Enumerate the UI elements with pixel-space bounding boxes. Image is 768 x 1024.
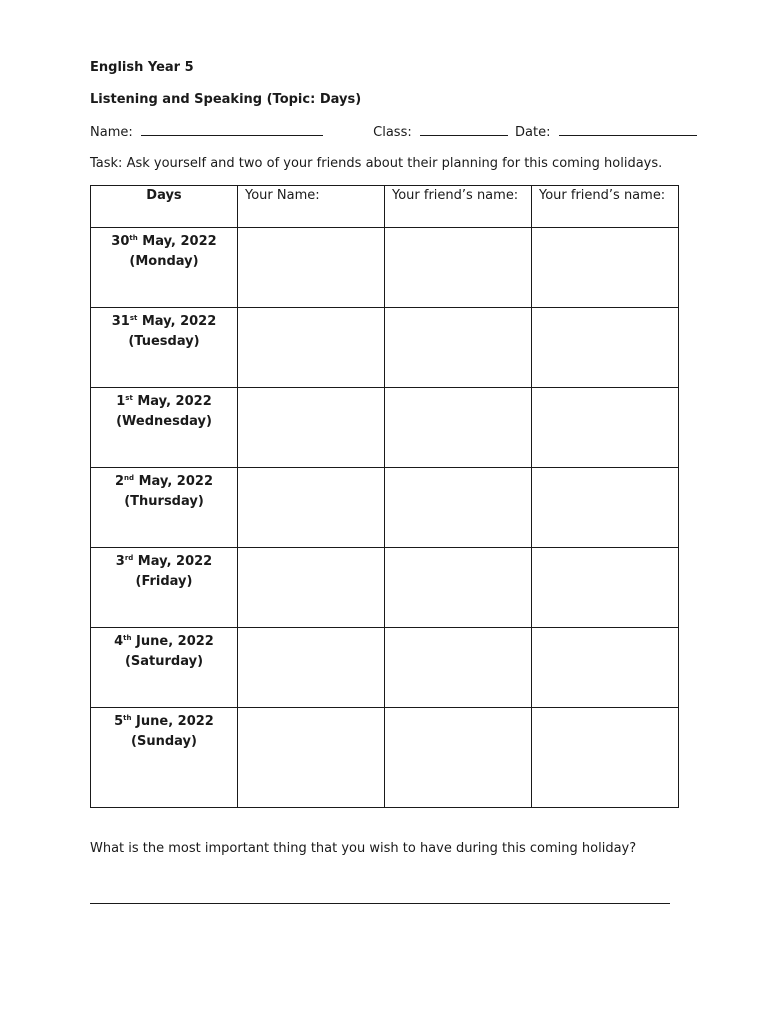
day-weekday: (Thursday) bbox=[124, 494, 204, 509]
day-suffix: th bbox=[129, 234, 138, 242]
table-row bbox=[91, 468, 679, 548]
day-cell bbox=[91, 708, 238, 808]
friend-2-answer-cell[interactable] bbox=[532, 388, 679, 468]
column-header-your-name: Your Name: bbox=[238, 186, 385, 228]
day-weekday: (Sunday) bbox=[131, 734, 197, 749]
student-info-row bbox=[90, 123, 697, 140]
table-row bbox=[91, 228, 679, 308]
worksheet-subtitle: Listening and Speaking (Topic: Days) bbox=[90, 92, 362, 107]
day-suffix: th bbox=[123, 634, 132, 642]
day-weekday: (Saturday) bbox=[124, 654, 204, 669]
worksheet-title: English Year 5 bbox=[90, 60, 194, 75]
your-name-answer-cell[interactable] bbox=[238, 708, 385, 808]
day-number: 4 bbox=[114, 634, 124, 649]
day-month-year: May, 2022 bbox=[133, 554, 213, 569]
day-cell bbox=[91, 468, 238, 548]
question-text: What is the most important thing that you wish to have during this coming holiday? bbox=[90, 841, 637, 856]
column-header-days: Days bbox=[91, 186, 238, 228]
class-field[interactable] bbox=[420, 123, 508, 136]
day-weekday: (Monday) bbox=[129, 254, 199, 269]
table-header-row bbox=[91, 186, 679, 228]
day-suffix: th bbox=[123, 714, 132, 722]
day-number: 3 bbox=[115, 554, 125, 569]
friend-2-answer-cell[interactable] bbox=[532, 468, 679, 548]
day-suffix: rd bbox=[124, 554, 134, 562]
day-suffix: nd bbox=[124, 474, 135, 482]
friend-1-answer-cell[interactable] bbox=[385, 708, 532, 808]
day-month-year: May, 2022 bbox=[137, 314, 217, 329]
column-header-friend-2: Your friend’s name: bbox=[532, 186, 679, 228]
holiday-planning-table bbox=[90, 185, 679, 808]
date-label: Date: bbox=[515, 125, 551, 140]
day-number: 31 bbox=[111, 314, 130, 329]
date-field[interactable] bbox=[559, 123, 697, 136]
friend-2-answer-cell[interactable] bbox=[532, 708, 679, 808]
your-name-answer-cell[interactable] bbox=[238, 468, 385, 548]
day-cell bbox=[91, 308, 238, 388]
day-month-year: May, 2022 bbox=[132, 394, 212, 409]
column-header-friend-1: Your friend’s name: bbox=[385, 186, 532, 228]
table-row bbox=[91, 548, 679, 628]
day-cell bbox=[91, 228, 238, 308]
your-name-answer-cell[interactable] bbox=[238, 308, 385, 388]
day-weekday: (Friday) bbox=[135, 574, 193, 589]
friend-1-answer-cell[interactable] bbox=[385, 468, 532, 548]
answer-line[interactable] bbox=[90, 903, 670, 904]
table-row bbox=[91, 628, 679, 708]
your-name-answer-cell[interactable] bbox=[238, 388, 385, 468]
day-weekday: (Wednesday) bbox=[116, 414, 212, 429]
table-row bbox=[91, 388, 679, 468]
your-name-answer-cell[interactable] bbox=[238, 228, 385, 308]
friend-1-answer-cell[interactable] bbox=[385, 388, 532, 468]
your-name-answer-cell[interactable] bbox=[238, 548, 385, 628]
name-field[interactable] bbox=[141, 123, 323, 136]
day-number: 5 bbox=[114, 714, 124, 729]
day-number: 30 bbox=[111, 234, 130, 249]
friend-1-answer-cell[interactable] bbox=[385, 308, 532, 388]
day-number: 1 bbox=[116, 394, 126, 409]
day-month-year: June, 2022 bbox=[131, 714, 214, 729]
table-row bbox=[91, 308, 679, 388]
day-cell bbox=[91, 388, 238, 468]
day-suffix: st bbox=[129, 314, 138, 322]
friend-2-answer-cell[interactable] bbox=[532, 308, 679, 388]
class-label: Class: bbox=[373, 125, 412, 140]
friend-1-answer-cell[interactable] bbox=[385, 548, 532, 628]
day-month-year: May, 2022 bbox=[137, 234, 217, 249]
friend-2-answer-cell[interactable] bbox=[532, 628, 679, 708]
day-month-year: May, 2022 bbox=[134, 474, 213, 489]
day-cell bbox=[91, 628, 238, 708]
day-month-year: June, 2022 bbox=[131, 634, 214, 649]
day-suffix: st bbox=[125, 394, 133, 402]
day-weekday: (Tuesday) bbox=[128, 334, 200, 349]
friend-1-answer-cell[interactable] bbox=[385, 628, 532, 708]
table-row bbox=[91, 708, 679, 808]
friend-1-answer-cell[interactable] bbox=[385, 228, 532, 308]
day-cell bbox=[91, 548, 238, 628]
task-instruction: Task: Ask yourself and two of your friends about their planning for this coming holidays. bbox=[90, 156, 663, 171]
name-label: Name: bbox=[90, 125, 133, 140]
day-number: 2 bbox=[115, 474, 125, 489]
friend-2-answer-cell[interactable] bbox=[532, 228, 679, 308]
your-name-answer-cell[interactable] bbox=[238, 628, 385, 708]
friend-2-answer-cell[interactable] bbox=[532, 548, 679, 628]
